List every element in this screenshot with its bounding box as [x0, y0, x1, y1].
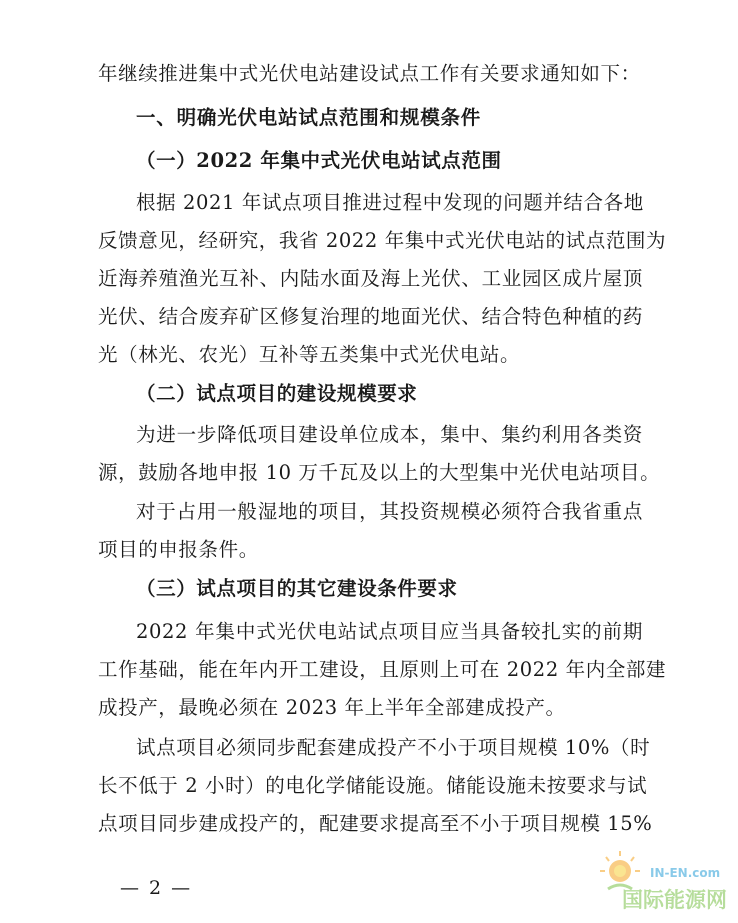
text-line: 光伏、结合废弃矿区修复治理的地面光伏、结合特色种植的药	[98, 305, 643, 328]
text-line: 反馈意见，经研究，我省 2022 年集中式光伏电站的试点范围为	[98, 229, 667, 252]
text-line: 对于占用一般湿地的项目，其投资规模必须符合我省重点	[136, 500, 643, 523]
subsection-heading: （一）2022 年集中式光伏电站试点范围	[136, 149, 502, 172]
logo-domain-text: IN-EN.com	[650, 866, 721, 880]
text-line: 为进一步降低项目建设单位成本，集中、集约利用各类资	[136, 423, 643, 446]
text-line: 试点项目必须同步配套建成投产不小于项目规模 10%（时	[136, 736, 651, 759]
text-line: 成投产，最晚必须在 2023 年上半年全部建成投产。	[98, 696, 566, 719]
logo-sun-icon	[600, 851, 640, 889]
text-line: 2022 年集中式光伏电站试点项目应当具备较扎实的前期	[136, 620, 643, 643]
text-line: 源，鼓励各地申报 10 万千瓦及以上的大型集中光伏电站项目。	[98, 461, 661, 484]
subsection-heading: （三）试点项目的其它建设条件要求	[136, 577, 458, 600]
text-line: 年继续推进集中式光伏电站建设试点工作有关要求通知如下：	[98, 62, 641, 85]
logo-name-text: 国际能源网	[622, 888, 727, 912]
text-line: 光（林光、农光）互补等五类集中式光伏电站。	[98, 343, 521, 366]
text-line: 项目的申报条件。	[98, 538, 259, 561]
text-line: 长不低于 2 小时）的电化学储能设施。储能设施未按要求与试	[98, 774, 648, 797]
in-en-logo-watermark	[588, 845, 738, 923]
page-number: — 2 —	[120, 877, 193, 899]
text-line: 点项目同步建成投产的，配建要求提高至不小于项目规模 15%	[98, 812, 653, 835]
section-heading: 一、明确光伏电站试点范围和规模条件	[136, 106, 482, 129]
text-line: 近海养殖渔光互补、内陆水面及海上光伏、工业园区成片屋顶	[98, 267, 643, 290]
text-line: 工作基础，能在年内开工建设，且原则上可在 2022 年内全部建	[98, 658, 667, 681]
subsection-heading: （二）试点项目的建设规模要求	[136, 382, 418, 405]
text-line: 根据 2021 年试点项目推进过程中发现的问题并结合各地	[136, 191, 644, 214]
